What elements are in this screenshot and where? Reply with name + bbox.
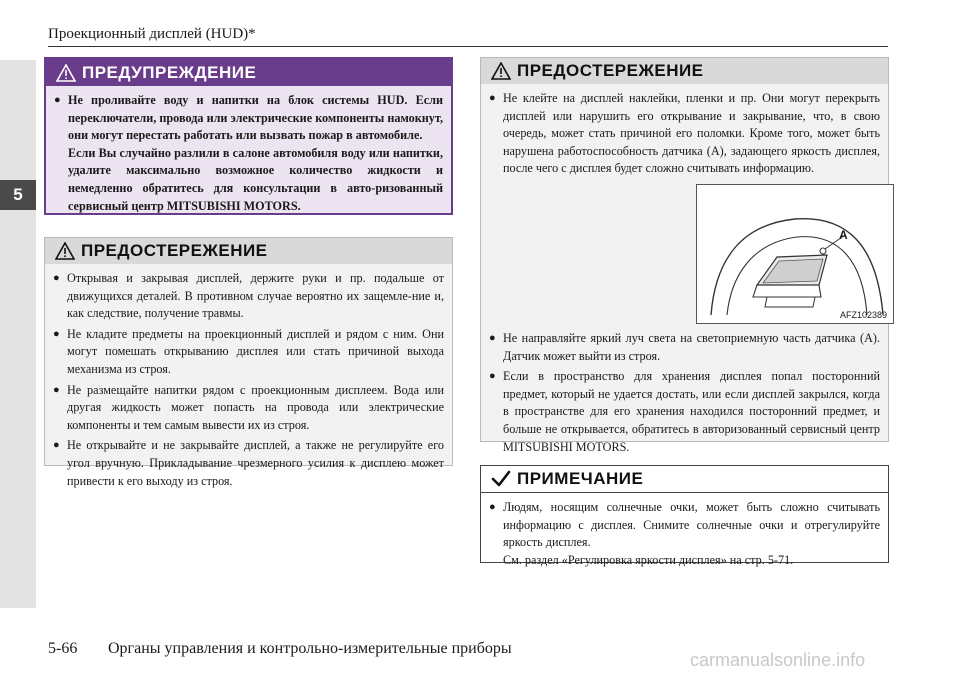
list-item bbox=[53, 326, 444, 379]
warning-triangle-icon bbox=[491, 62, 511, 80]
warning-header bbox=[46, 59, 451, 86]
bullet-icon: ● bbox=[53, 272, 60, 284]
bullet-icon: ● bbox=[489, 501, 496, 513]
caution-title: ПРЕДОСТЕРЕЖЕНИЕ bbox=[81, 241, 268, 260]
caution-text: Если в пространство для хранения дисплея попал посторонний предмет, который не удается достать, или если дисплей закрылся, когда в пространстве для его хранения находился посторонний предмет, и больше не открывается, обратитесь в авторизованный сервисный центр MITSUBISHI MOTORS. bbox=[503, 369, 880, 454]
caution-header bbox=[45, 238, 452, 264]
list-item bbox=[489, 330, 880, 365]
caution-header bbox=[481, 58, 888, 84]
section-title: Органы управления и контрольно-измерительные приборы bbox=[108, 640, 512, 657]
warning-triangle-icon bbox=[55, 242, 75, 260]
list-item bbox=[53, 382, 444, 435]
list-item bbox=[54, 92, 443, 215]
watermark: carmanualsonline.info bbox=[690, 650, 866, 670]
bullet-icon: ● bbox=[489, 92, 496, 104]
caution-text: Не направляйте яркий луч света на светоприемную часть датчика (A). Датчик может выйти из строя. bbox=[503, 330, 880, 363]
figure-label: A bbox=[839, 227, 848, 242]
list-item bbox=[53, 437, 444, 490]
caution-text: Открывая и закрывая дисплей, держите руки и пр. подальше от движущихся деталей. В противном случае вероятно их защемле-ние и, как следствие, получение травмы. bbox=[67, 271, 444, 321]
caution-text: Не открывайте и не закрывайте дисплей, а также не регулируйте его угол вручную. Прикладывание чрезмерного усилия к дисплею может привести к его выходу из строя. bbox=[67, 438, 444, 488]
hud-sensor-illustration bbox=[696, 184, 894, 324]
list-item bbox=[489, 499, 880, 569]
list-item bbox=[489, 90, 880, 178]
note-box bbox=[480, 465, 889, 567]
note-title: ПРИМЕЧАНИЕ bbox=[517, 469, 644, 488]
caution-title: ПРЕДОСТЕРЕЖЕНИЕ bbox=[517, 61, 704, 80]
page-header-title: Проекционный дисплей (HUD)* bbox=[48, 26, 256, 42]
bullet-icon: ● bbox=[489, 331, 496, 344]
page-number: 5-66 bbox=[48, 640, 78, 657]
list-item bbox=[489, 368, 880, 456]
figure-id: AFZ102389 bbox=[839, 309, 887, 320]
warning-triangle-icon bbox=[56, 64, 76, 82]
caution-text: Не клейте на дисплей наклейки, пленки и пр. Они могут перекрыть дисплей или нарушить его открывание и закрывание, что, в свою очередь, может стать причиной его поломки. Кроме того, может быть нарушена работоспособность датчика (A), задающего яркость дисплея, после чего с дисплея будет сложно считывать информацию. bbox=[503, 91, 880, 176]
note-text: См. раздел «Регулировка яркости дисплея» на стр. 5-71. bbox=[503, 552, 794, 567]
caution-box-right bbox=[480, 57, 889, 454]
bullet-icon: ● bbox=[53, 439, 60, 452]
bullet-icon: ● bbox=[53, 327, 60, 340]
warning-title: ПРЕДУПРЕЖДЕНИЕ bbox=[82, 62, 257, 82]
warning-text: Если Вы случайно разлили в салоне автомобиля воду или напитки, удалите максимально возможное количество жидкости и немедленно обратитесь для консультации в авто-ризованный сервисный центр MITSUBISHI MOTORS. bbox=[68, 145, 443, 213]
caution-text: Не кладите предметы на проекционный дисплей и рядом с ним. Они могут помешать открыванию дисплея или стать причиной выхода механизма из строя. bbox=[67, 326, 444, 376]
warning-box bbox=[44, 57, 453, 215]
note-header bbox=[481, 466, 888, 493]
chapter-sidebar bbox=[0, 60, 36, 608]
header-divider bbox=[48, 46, 888, 47]
bullet-icon: ● bbox=[53, 383, 60, 396]
checkmark-icon bbox=[491, 470, 511, 488]
note-text: Людям, носящим солнечные очки, может быть сложно считывать информацию с дисплея. Снимите солнечные очки и отрегулируйте яркость дисплея. bbox=[503, 500, 880, 550]
bullet-icon: ● bbox=[54, 94, 61, 106]
list-item bbox=[53, 270, 444, 323]
chapter-tab[interactable]: 5 bbox=[0, 180, 36, 210]
bullet-icon: ● bbox=[489, 370, 496, 383]
caution-box-left bbox=[44, 237, 453, 488]
warning-text: Не проливайте воду и напитки на блок системы HUD. Если переключатели, провода или электрические компоненты намокнут, они могут перестать работать или вызвать пожар в автомобиле. bbox=[68, 93, 443, 143]
caution-text: Не размещайте напитки рядом с проекционным дисплеем. Вода или другая жидкость может попасть на провода или электрические компоненты и тем самым вывести их из строя. bbox=[67, 382, 444, 432]
